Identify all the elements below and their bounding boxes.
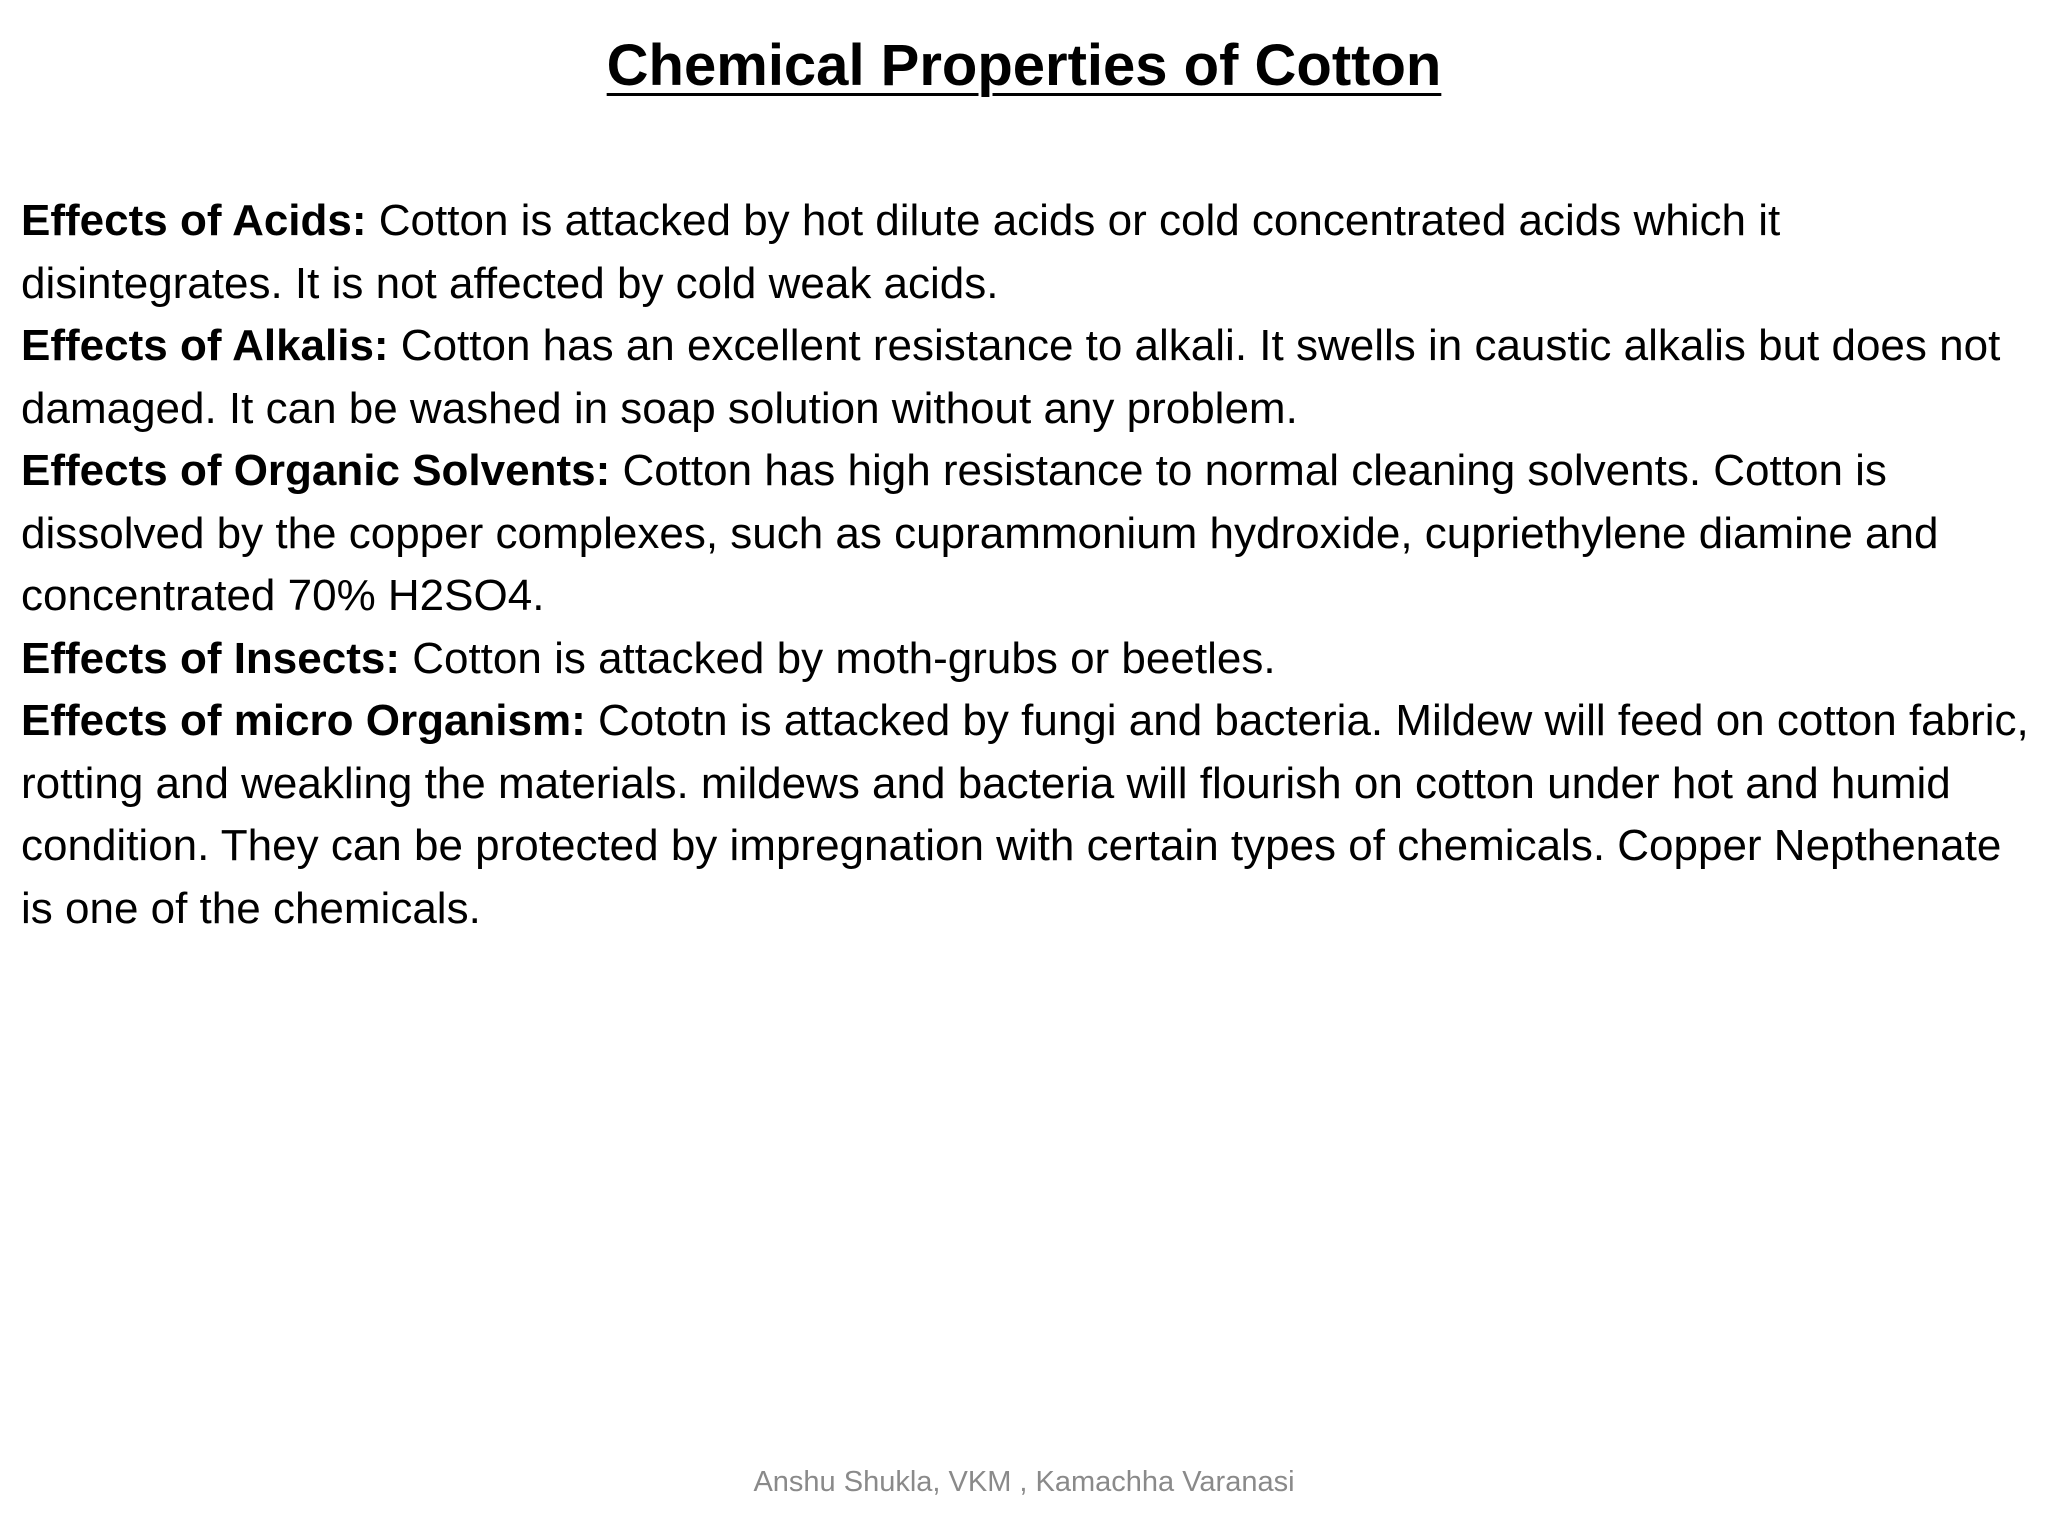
paragraph-label: Effects of Alkalis: [21, 321, 389, 370]
paragraph-acids [21, 190, 2036, 315]
paragraph-insects [21, 628, 2036, 691]
slide-title [0, 28, 2048, 104]
paragraph-label: Effects of Insects: [21, 633, 400, 683]
paragraph-text: Cotton is attacked by moth-grubs or beetles. [399, 633, 1276, 683]
paragraph-alkalis [21, 315, 2036, 440]
slide-footer: Anshu Shukla, VKM , Kamachha Varanasi [753, 1466, 1295, 1498]
paragraph-label: Effects of Acids: [21, 196, 367, 245]
paragraph-organic-solvents [21, 440, 2036, 628]
paragraph-text: Cotton is attacked by hot dilute acids or cold concentrated acids which it disintegrates. It is not affected by cold weak acids. [21, 196, 1781, 308]
paragraph-label: Effects of Organic Solvents: [21, 446, 611, 495]
paragraph-text: Cototn is attacked by fungi and bacteria. Mildew will feed on cotton fabric, rotting and weakling the materials. mildews and bacteria will flourish on cotton under hot and humid condition. They can be protected by impregnation with certain types of chemicals. Copper Nepthenate is one of the chemicals. [21, 696, 2029, 933]
paragraph-text: Cotton has an excellent resistance to alkali. It swells in caustic alkalis but does not damaged. It can be washed in soap solution without any problem. [21, 321, 2001, 433]
paragraph-text: Cotton has high resistance to normal cleaning solvents. Cotton is dissolved by the copper complexes, such as cuprammonium hydroxide, cupriethylene diamine and concentrated 70% H2SO4. [21, 446, 1939, 620]
paragraph-label: Effects of micro Organism: [21, 696, 586, 745]
paragraph-micro-organism [21, 690, 2036, 940]
slide-body [21, 190, 2036, 940]
slide-title-text: Chemical Properties of Cotton [606, 33, 1442, 98]
